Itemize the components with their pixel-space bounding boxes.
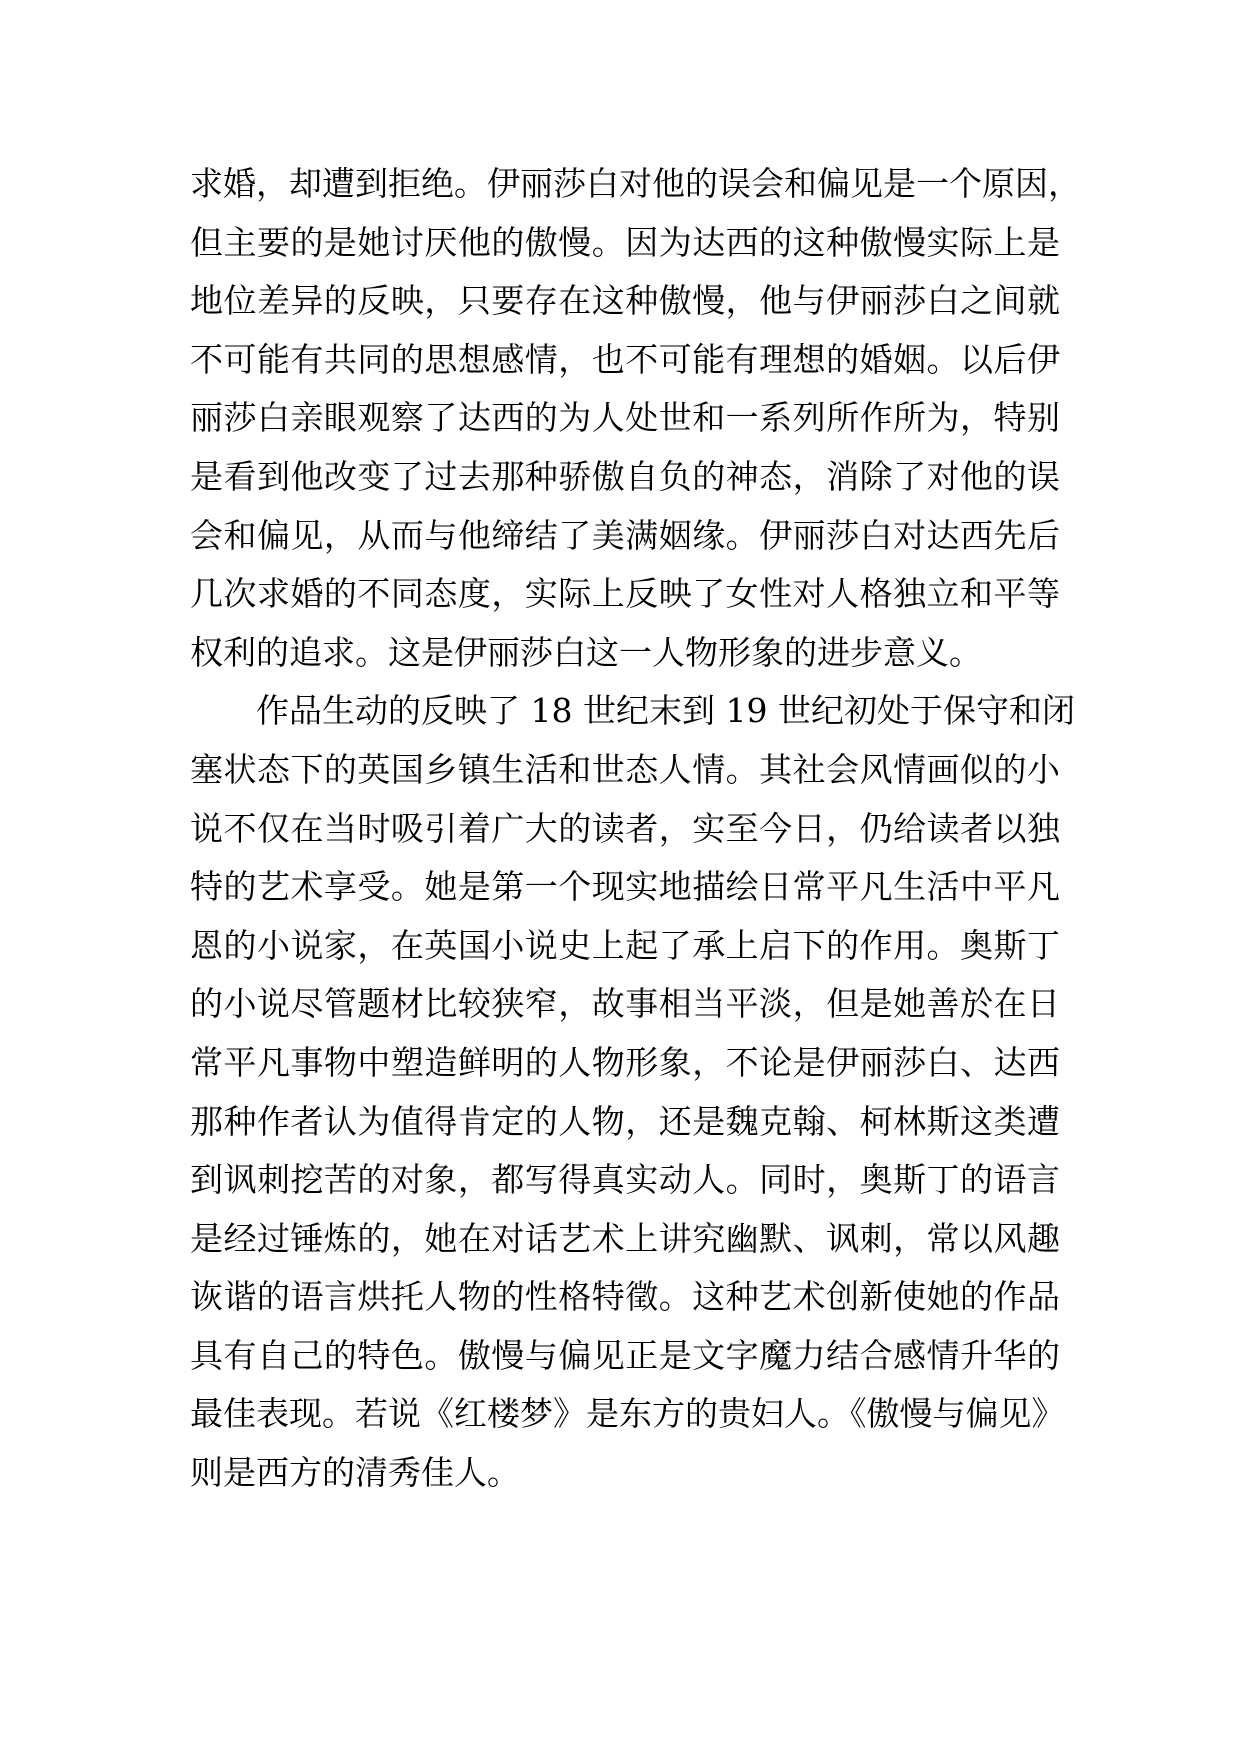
text-line: 作品生动的反映了 18 世纪末到 19 世纪初处于保守和闭 [256,691,1075,731]
text-line: 但主要的是她讨厌他的傲慢。因为达西的这种傲慢实际上是 [190,222,1060,262]
text-line: 几次求婚的不同态度，实际上反映了女性对人格独立和平等 [190,574,1060,614]
text-line: 是看到他改变了过去那种骄傲自负的神态，消除了对他的误 [190,456,1060,496]
text-line: 塞状态下的英国乡镇生活和世态人情。其社会风情画似的小 [190,749,1060,789]
body-text [190,155,1081,1503]
text-line: 到讽刺挖苦的对象，都写得真实动人。同时，奥斯丁的语言 [190,1160,1060,1200]
text-line: 说不仅在当时吸引着广大的读者，实至今日，仍给读者以独 [190,808,1060,848]
text-line: 那种作者认为值得肯定的人物，还是魏克翰、柯林斯这类遭 [190,1101,1060,1141]
text-line: 最佳表现。若说《红楼梦》是东方的贵妇人。《傲慢与偏见》 [190,1394,1065,1434]
text-line: 具有自己的特色。傲慢与偏见正是文字魔力结合感情升华的 [190,1335,1060,1375]
text-line: 权利的追求。这是伊丽莎白这一人物形象的进步意义。 [190,632,982,672]
text-line: 求婚，却遭到拒绝。伊丽莎白对他的误会和偏见是一个原因， [190,164,1081,203]
text-line: 诙谐的语言烘托人物的性格特徵。这种艺术创新使她的作品 [190,1277,1060,1317]
text-line: 会和偏见，从而与他缔结了美满姻缘。伊丽莎白对达西先后 [190,515,1060,555]
text-line: 的小说尽管题材比较狭窄，故事相当平淡，但是她善於在日 [190,984,1060,1024]
text-line: 则是西方的清秀佳人。 [190,1453,520,1493]
text-line: 丽莎白亲眼观察了达西的为人处世和一系列所作所为，特别 [190,398,1060,438]
text-line: 常平凡事物中塑造鲜明的人物形象，不论是伊丽莎白、达西 [190,1042,1060,1082]
text-line: 特的艺术享受。她是第一个现实地描绘日常平凡生活中平凡 [190,867,1060,907]
text-line: 地位差异的反映，只要存在这种傲慢，他与伊丽莎白之间就 [190,281,1060,321]
text-line: 不可能有共同的思想感情，也不可能有理想的婚姻。以后伊 [190,339,1060,379]
text-line: 恩的小说家，在英国小说史上起了承上启下的作用。奥斯丁 [190,925,1060,965]
text-line: 是经过锤炼的，她在对话艺术上讲究幽默、讽刺，常以风趣 [190,1218,1060,1258]
